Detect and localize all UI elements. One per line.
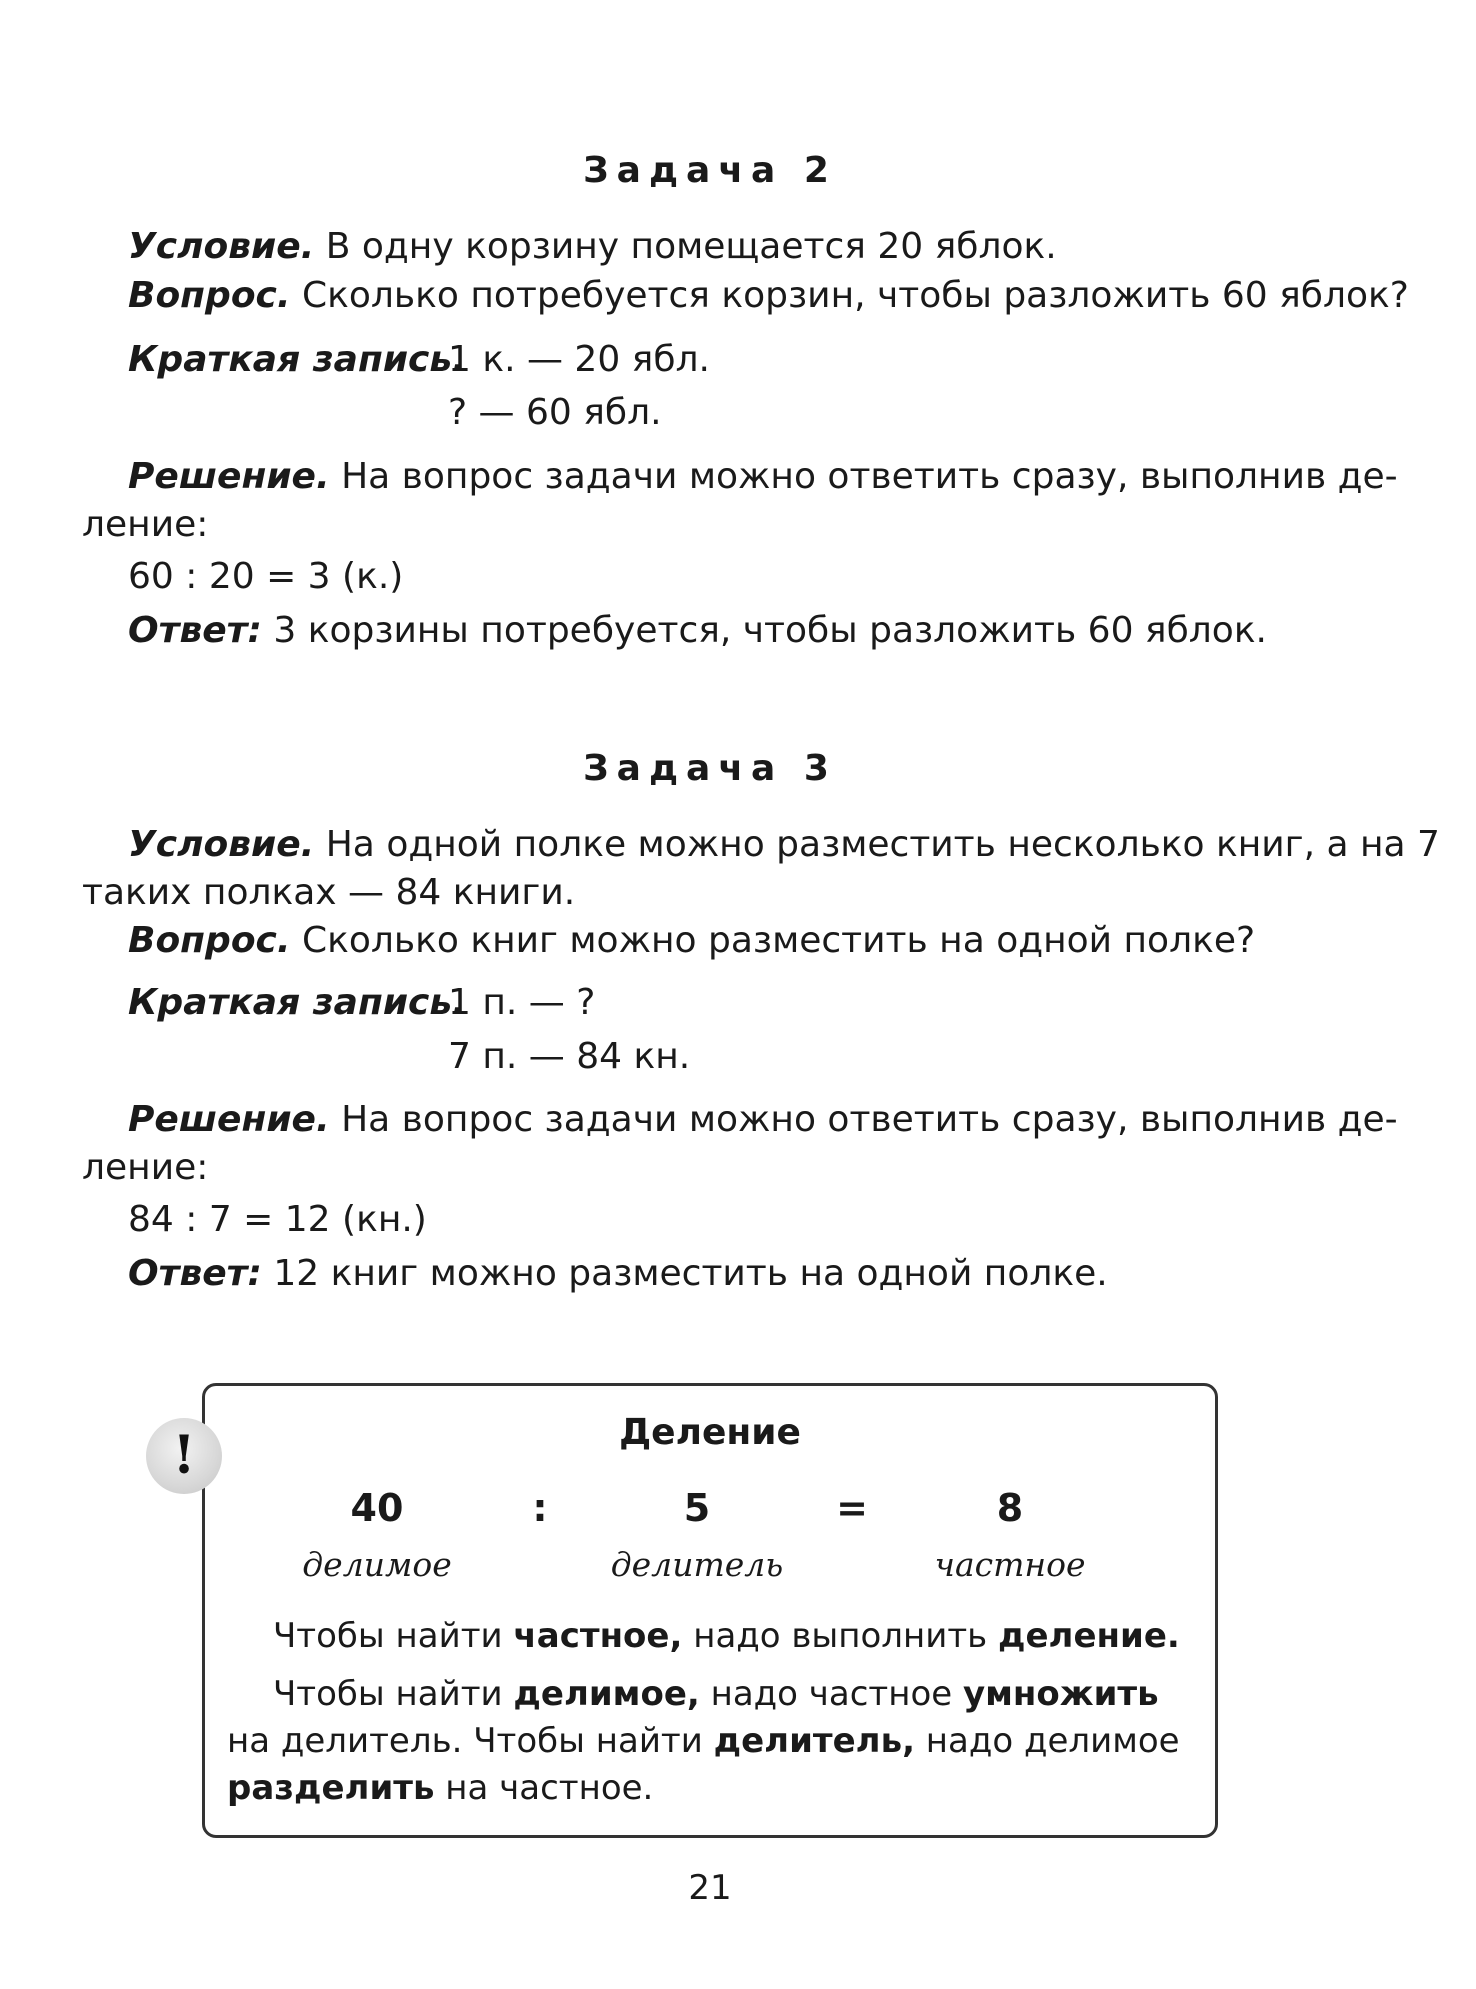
rule-keyword: разделить (227, 1768, 435, 1808)
dividend-value: 40 (350, 1486, 404, 1530)
rule-text: Чтобы найти (273, 1616, 514, 1656)
rule-keyword: умножить (962, 1674, 1159, 1714)
divisor-term: делитель (610, 1545, 784, 1584)
task2-solution-cont: ление: (82, 504, 209, 545)
task2-short-line2: ? — 60 ябл. (448, 392, 662, 433)
solution-label: Решение. (128, 456, 330, 497)
rule-line-3 (227, 1717, 1180, 1765)
task3-equation: 84 : 7 = 12 (кн.) (128, 1199, 427, 1240)
rule-keyword: делимое, (513, 1674, 700, 1714)
task2-solution (128, 453, 1398, 501)
quotient-value: 8 (996, 1486, 1024, 1530)
task3-question (128, 917, 1255, 965)
task2-question (128, 272, 1409, 320)
rule-box-title: Деление (619, 1412, 801, 1453)
answer-label: Ответ: (128, 1253, 262, 1294)
quotient-term: частное (934, 1545, 1086, 1584)
task3-solution-cont: ление: (82, 1147, 209, 1188)
rule-text: надо делимое (914, 1721, 1180, 1761)
rule-text: Чтобы найти (273, 1674, 514, 1714)
question-label: Вопрос. (128, 920, 291, 961)
rule-line-4 (227, 1764, 653, 1812)
task2-title: Задача 2 (583, 150, 837, 191)
task3-answer (128, 1250, 1108, 1298)
rule-text: надо выполнить (682, 1616, 999, 1656)
short-label: Краткая запись. (128, 982, 466, 1023)
question-text: Сколько потребуется корзин, чтобы разложить 60 яблок? (290, 275, 1409, 316)
condition-text: На одной полке можно разместить несколько книг, а на 7 (314, 824, 1440, 865)
rule-keyword: деление. (998, 1616, 1180, 1656)
task3-solution (128, 1096, 1398, 1144)
rule-keyword: делитель, (713, 1721, 915, 1761)
rule-line-1 (273, 1612, 1180, 1660)
short-label: Краткая запись. (128, 339, 466, 380)
question-text: Сколько книг можно разместить на одной полке? (290, 920, 1256, 961)
page-number: 21 (688, 1868, 732, 1908)
solution-text: На вопрос задачи можно ответить сразу, выполнив де- (329, 1099, 1398, 1140)
answer-text: 12 книг можно разместить на одной полке. (261, 1253, 1108, 1294)
task3-title: Задача 3 (583, 748, 837, 789)
rule-text: надо частное (699, 1674, 963, 1714)
task3-short-label (128, 979, 466, 1027)
answer-label: Ответ: (128, 610, 262, 651)
rule-text: на делитель. Чтобы найти (227, 1721, 714, 1761)
task2-short-label (128, 336, 466, 384)
condition-label: Условие. (128, 226, 315, 267)
equals-sign: = (836, 1486, 868, 1530)
divisor-value: 5 (683, 1486, 711, 1530)
task3-short-line2: 7 п. — 84 кн. (448, 1036, 691, 1077)
condition-label: Условие. (128, 824, 315, 865)
exclamation-icon: ! (146, 1418, 222, 1494)
solution-label: Решение. (128, 1099, 330, 1140)
task2-equation: 60 : 20 = 3 (к.) (128, 556, 404, 597)
task3-short-line1: 1 п. — ? (448, 982, 596, 1023)
rule-text: на частное. (434, 1768, 654, 1808)
task3-condition-cont: таких полках — 84 книги. (82, 872, 576, 913)
answer-text: 3 корзины потребуется, чтобы разложить 60 яблок. (261, 610, 1268, 651)
rule-keyword: частное, (513, 1616, 683, 1656)
condition-text: В одну корзину помещается 20 яблок. (314, 226, 1057, 267)
task2-short-line1: 1 к. — 20 ябл. (448, 339, 710, 380)
dividend-term: делимое (302, 1545, 452, 1584)
solution-text: На вопрос задачи можно ответить сразу, выполнив де- (329, 456, 1398, 497)
question-label: Вопрос. (128, 275, 291, 316)
task2-condition (128, 223, 1057, 271)
task3-condition (128, 821, 1440, 869)
task2-answer (128, 607, 1267, 655)
colon-sign: : (532, 1486, 548, 1530)
rule-line-2 (273, 1670, 1159, 1718)
